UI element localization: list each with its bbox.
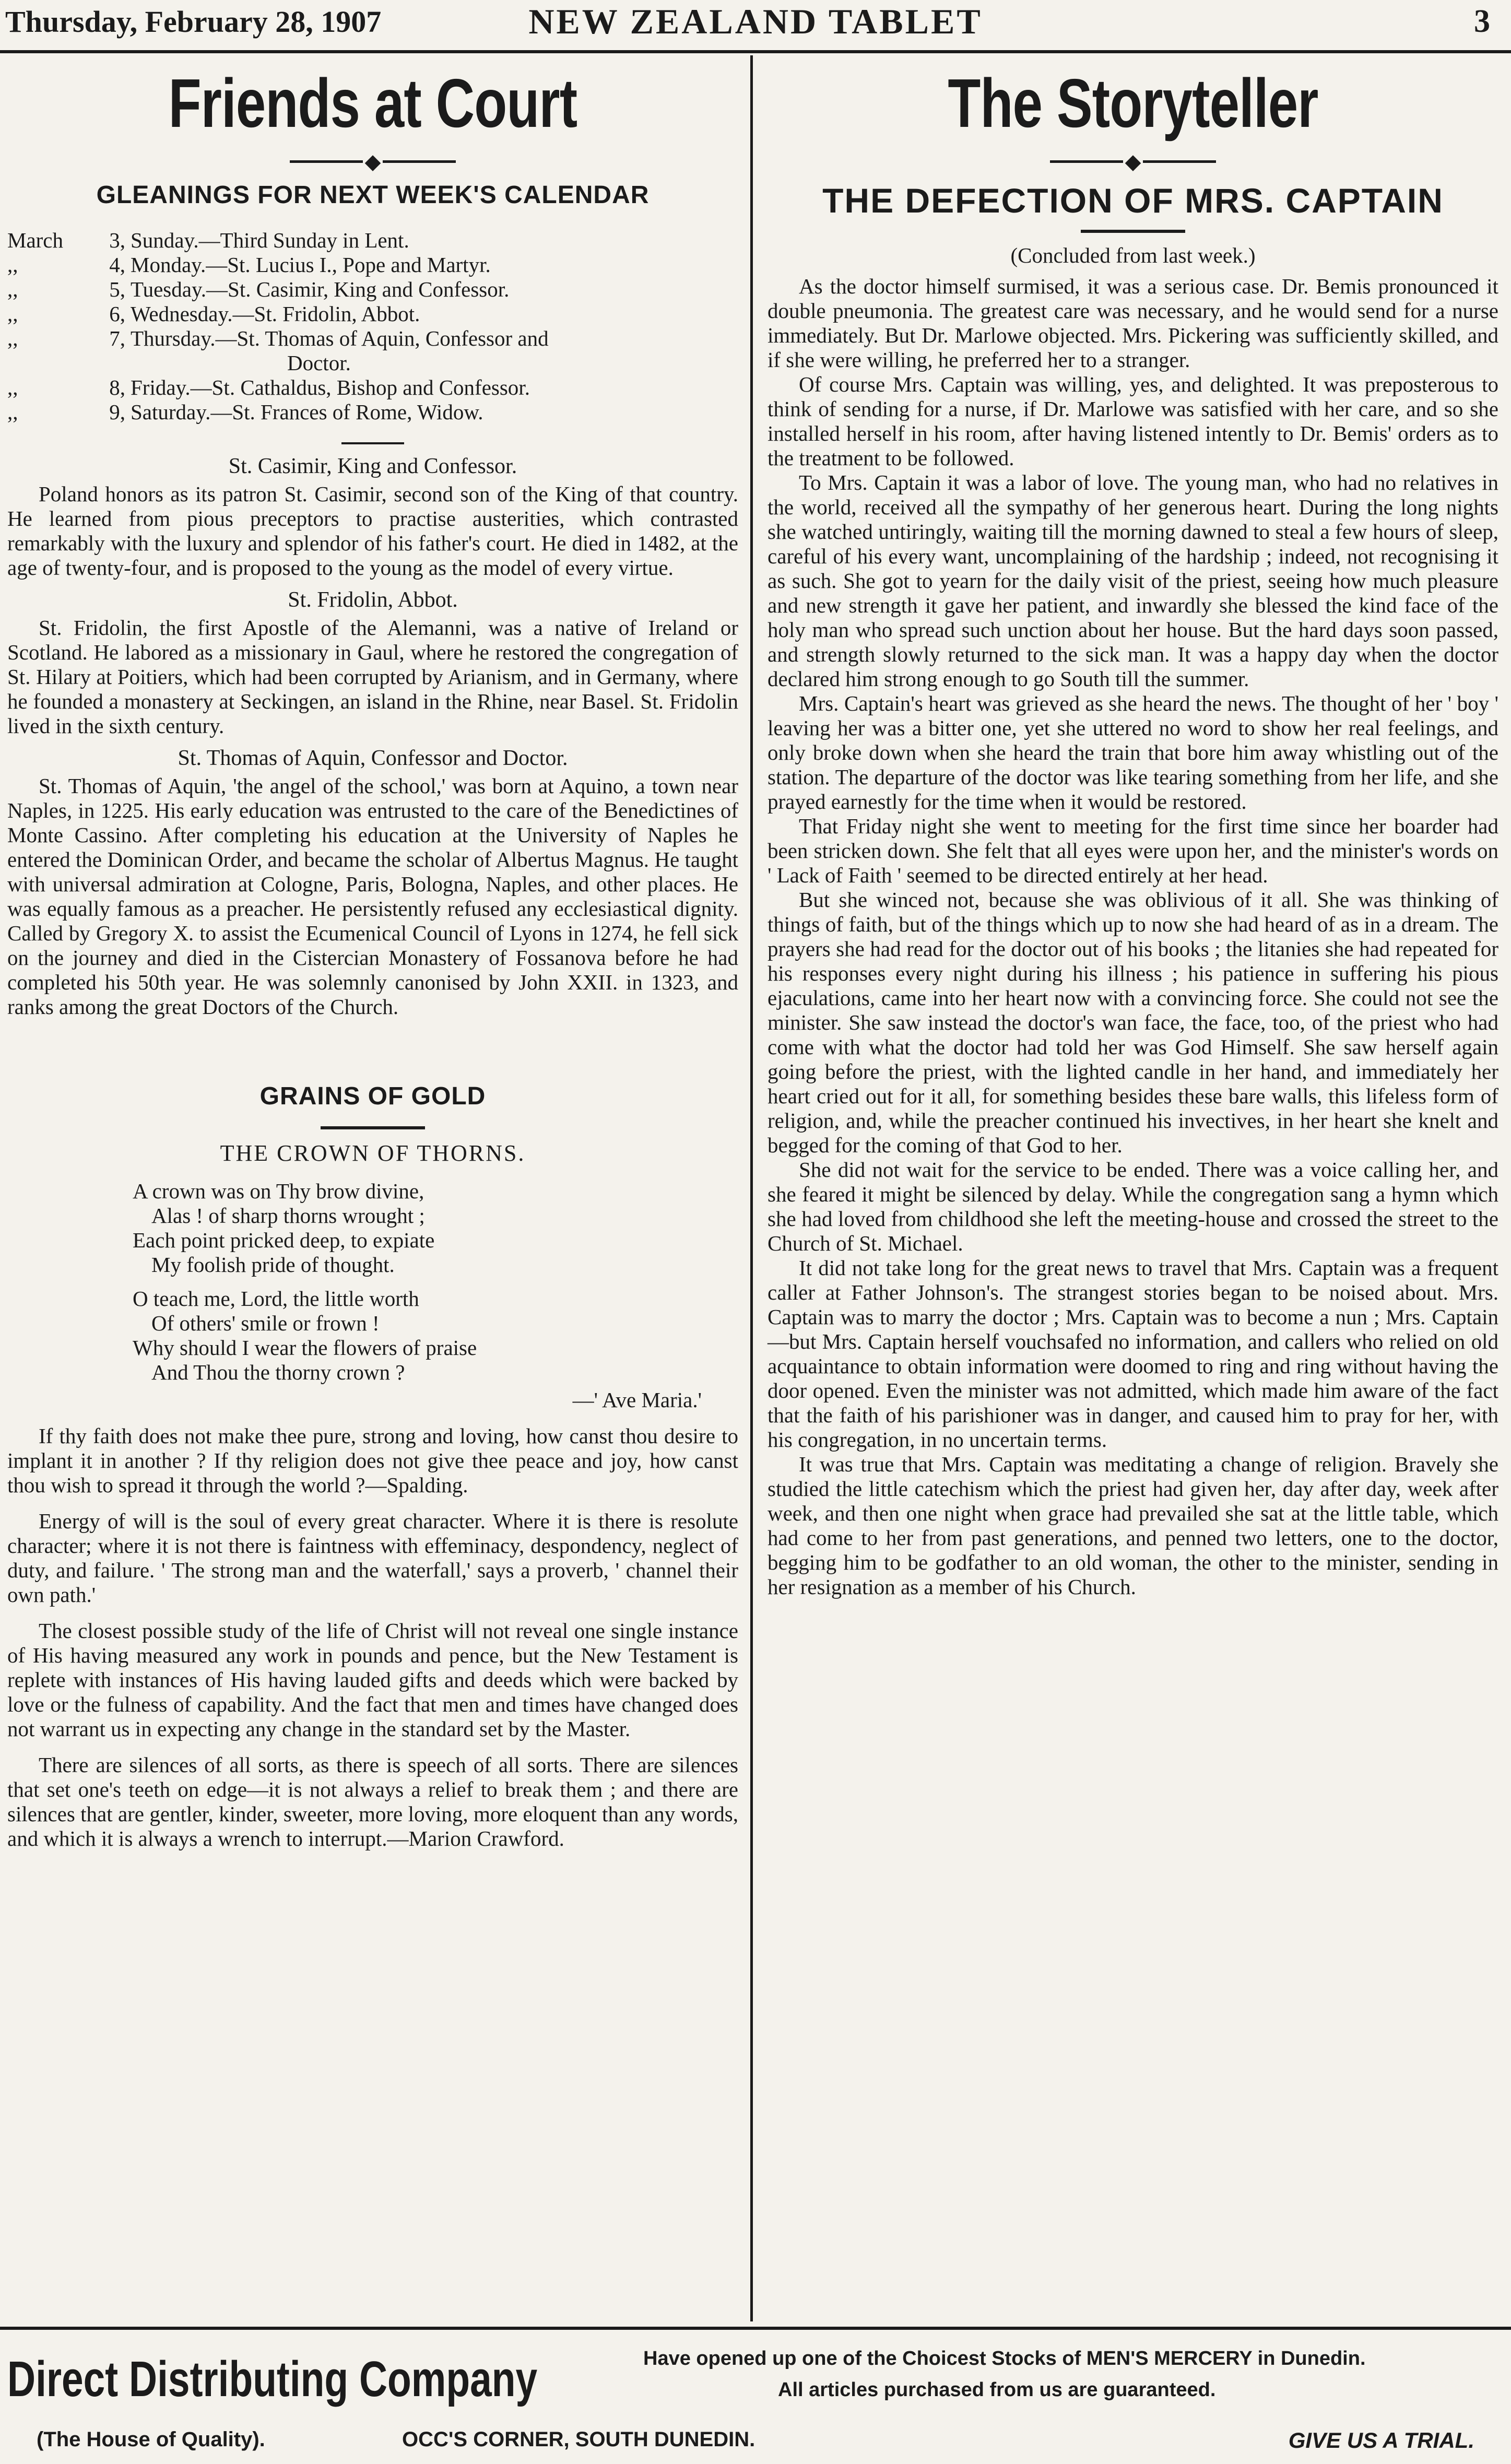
story-paragraph: But she winced not, because she was oblivious of it all. She was thinking of things of faith, but of the things which up to now she had heard of as in a dream. The prayers she had read for the doctor out of his books ; the litanies she had repeated for his responses every night during his illness ; his patience in suffering his pious ejaculations, came into her heart now with a convincing force. She could not see the minister. She saw instead the doctor's wan face, the face, too, of the priest who had come with what the doctor had told her was God Himself. She saw herself again going before the priest, with the lighted candle in her hand, and immediately her heart cried out for it all, for something besides these bare walls, this lifeless form of religion, and, while the preacher continued his invectives, in her heart she knelt and begged for the coming of that God to her. bbox=[768, 887, 1498, 1157]
story-paragraph: It was true that Mrs. Captain was meditating a change of religion. Bravely she studied the little catechism which the priest had given her, day after day, week after week, and then one night when grace had prevailed she sat at the little table, which had come to her from past generations, and penned two letters, one to the doctor, begging him to be godfather to an old woman, the other to the minister, sending in her resignation as a member of his Church. bbox=[768, 1452, 1498, 1599]
story-paragraph: She did not wait for the service to be ended. There was a voice calling her, and she feared it might be silenced by delay. While the congregation sang a hymn which she had loved from childhood she left the meeting-house and crossed the street to the Church of St. Michael. bbox=[768, 1157, 1498, 1255]
casimir-heading: St. Casimir, King and Confessor. bbox=[228, 454, 517, 478]
poem-line: Why should I wear the flowers of praise bbox=[133, 1335, 477, 1360]
story-paragraph: It did not take long for the great news to travel that Mrs. Captain was a frequent caller at Father Johnson's. The strangest stories began to be noised about. Mrs. Captain was to marry the doctor ; Mrs. Captain was to become a nun ; Mrs. Captain—but Mrs. Captain herself vouchsafed no information, and callers who relied on old acquaintance to obtain information were doomed to ring and ring without having the door opened. Even the minister was not admitted, which made him aware of the fact that the faith of his parishioner was in danger, and caused him to pray for her, with his congregation, in no uncertain terms. bbox=[768, 1255, 1498, 1452]
advertisement-line: Have opened up one of the Choicest Stocks of MEN'S MERCERY in Dunedin. bbox=[643, 2348, 1366, 2369]
poem-line: A crown was on Thy brow divine, bbox=[133, 1178, 424, 1203]
left-column bbox=[7, 55, 738, 1851]
poem-line: Each point pricked deep, to expiate bbox=[133, 1228, 435, 1252]
advertiser-tagline: (The House of Quality). bbox=[37, 2428, 265, 2451]
newspaper-title: NEW ZEALAND TABLET bbox=[528, 2, 983, 41]
poem-line: My foolish pride of thought. bbox=[151, 1252, 395, 1277]
calendar-row bbox=[7, 253, 738, 277]
calendar-day: 7, bbox=[109, 326, 125, 350]
advertiser-name: Direct Distributing Company bbox=[7, 2351, 538, 2407]
poem-line: Alas ! of sharp thorns wrought ; bbox=[151, 1203, 425, 1228]
ornament-divider bbox=[768, 149, 1498, 172]
energy-paragraph: Energy of will is the soul of every great character. Where it is there is resolute character; where it is not there is faintness with effeminacy, despondency, neglect of duty, and failure. ' The strong man and the waterfall,' says a proverb, ' channel their own path.' bbox=[7, 1508, 738, 1607]
calendar-month: ,, bbox=[7, 277, 18, 301]
fridolin-text: St. Fridolin, the first Apostle of the Alemanni, was a native of Ireland or Scotland. He labored as a missionary in Gaul, where he restored the congregation of St. Hilary at Poitiers, which had been corrupted by Arianism, and in Germany, where he founded a monastery at Seckingen, an island in the Rhine, near Basel. St. Fridolin lived in the sixth century. bbox=[7, 615, 738, 738]
poem-line: Of others' smile or frown ! bbox=[151, 1311, 380, 1335]
casimir-text: Poland honors as its patron St. Casimir, second son of the King of that country. He learned from pious preceptors to practise austerities, which contrasted remarkably with the luxury and splendor of his father's court. He died in 1482, at the age of twenty-four, and is proposed to the young as the model of every virtue. bbox=[7, 481, 738, 580]
thomas-text: St. Thomas of Aquin, 'the angel of the school,' was born at Aquino, a town near Naples, in 1225. His early education was entrusted to the care of the Benedictines of Monte Cassino. After completing his education at the University of Naples he entered the Dominican Order, and became the scholar of Albertus Magnus. He taught with universal admiration at Cologne, Paris, Bologna, Naples, and other places. He was equally famous as a preacher. He persistently refused any ecclesiastical dignity. Called by Gregory X. to assist the Ecumenical Council of Lyons in 1274, he fell sick on the journey and died in the Cistercian Monastery of Fossanova before he had completed his 50th year. He was solemnly canonised by John XXII. in 1323, and ranks among the great Doctors of the Church. bbox=[7, 773, 738, 1019]
calendar-text: Saturday.—St. Frances of Rome, Widow. bbox=[131, 399, 483, 424]
calendar-subheading: GLEANINGS FOR NEXT WEEK'S CALENDAR bbox=[96, 181, 650, 209]
grains-of-gold-heading: GRAINS OF GOLD bbox=[259, 1082, 486, 1110]
calendar-text: Thursday.—St. Thomas of Aquin, Confessor and bbox=[131, 326, 549, 350]
calendar-day: 6, bbox=[109, 301, 125, 326]
calendar-month: ,, bbox=[7, 375, 18, 399]
story-paragraph: To Mrs. Captain it was a labor of love. The young man, who had no relatives in the world, received all the sympathy of her generous heart. During the long nights she watched untiringly, waiting till the morning dawned to steal a few hours of sleep, careful of his every want, uncomplaining of the hardship ; indeed, not recognising it as such. She got to yearn for the daily visit of the priest, seeing how much pleasure and new strength it gave her patient, and inwardly she blessed the kind face of the holy man who spread such unction about her house. But the hard days soon passed, and strength slowly returned to the sick man. It was a happy day when the doctor declared him strong enough to go South till the summer. bbox=[768, 470, 1498, 691]
short-rule bbox=[321, 1126, 425, 1129]
calendar-month bbox=[7, 351, 96, 375]
calendar-row bbox=[7, 375, 738, 400]
right-column bbox=[768, 55, 1498, 1599]
story-paragraph: Of course Mrs. Captain was willing, yes, and delighted. It was preposterous to think of sending for a nurse, if Dr. Marlowe was satisfied with her care, and so she installed herself in his room, after having listened intently to Dr. Bemis' orders as to the treatment to be followed. bbox=[768, 372, 1498, 470]
fridolin-heading: St. Fridolin, Abbot. bbox=[288, 587, 458, 612]
study-paragraph: The closest possible study of the life of Christ will not reveal one single instance of His having measured any work in pounds and pence, but the New Testament is replete with instances of His having lauded gifts and deeds which were backed by love or the fulness of capability. And the fact that men and times have changed does not warrant us in expecting any change in the standard set by the Master. bbox=[7, 1618, 738, 1741]
advertiser-address: OCC'S CORNER, SOUTH DUNEDIN. bbox=[402, 2428, 756, 2451]
poem-line: And Thou the thorny crown ? bbox=[151, 1360, 405, 1384]
diamond-icon: ◆ bbox=[364, 149, 381, 173]
silences-paragraph: There are silences of all sorts, as there is speech of all sorts. There are silences that set one's teeth on edge—it is not always a relief to break them ; and there are silences that are gentler, kinder, sweeter, more loving, more eloquent than any words, and which it is always a wrench to interrupt.—Marion Crawford. bbox=[7, 1752, 738, 1850]
masthead bbox=[0, 0, 1511, 53]
calendar-day: 4, bbox=[109, 252, 125, 277]
continuation-note: (Concluded from last week.) bbox=[1010, 243, 1256, 267]
story-paragraph: Mrs. Captain's heart was grieved as she heard the news. The thought of her ' boy ' leaving her was a bitter one, yet she uttered no word to show her real feelings, and only broke down when she heard the train that bore him away whistling out of the station. The departure of the doctor was like tearing something from her life, and she prayed earnestly for the time when it would be restored. bbox=[768, 691, 1498, 814]
calendar-day bbox=[96, 351, 125, 375]
calendar-row bbox=[7, 302, 738, 326]
footer-advertisement bbox=[0, 2327, 1511, 2464]
story-title: THE DEFECTION OF MRS. CAPTAIN bbox=[822, 181, 1444, 220]
poem-title: THE CROWN OF THORNS. bbox=[220, 1140, 526, 1166]
page-number: 3 bbox=[1474, 4, 1490, 39]
calendar-month: ,, bbox=[7, 301, 18, 326]
calendar-month: ,, bbox=[7, 399, 18, 424]
calendar-day: 5, bbox=[109, 277, 125, 301]
calendar-row bbox=[7, 277, 738, 302]
calendar-text: Doctor. bbox=[287, 350, 351, 375]
calendar-row bbox=[7, 351, 738, 375]
faith-paragraph: If thy faith does not make thee pure, strong and loving, how canst thou desire to implant it in another ? If thy religion does not give thee peace and joy, how canst thou wish to spread it through the world ?—Spalding. bbox=[7, 1423, 738, 1497]
calendar-list bbox=[7, 228, 738, 425]
poem-attribution: —' Ave Maria.' bbox=[572, 1387, 702, 1412]
ornament-divider bbox=[7, 149, 738, 172]
calendar-text: Wednesday.—St. Fridolin, Abbot. bbox=[131, 301, 420, 326]
calendar-row bbox=[7, 228, 738, 253]
issue-date: Thursday, February 28, 1907 bbox=[5, 5, 382, 39]
column-rule bbox=[750, 55, 753, 2321]
calendar-month: March bbox=[7, 228, 64, 252]
poem bbox=[7, 1179, 738, 1385]
story-paragraph: As the doctor himself surmised, it was a serious case. Dr. Bemis pronounced it double pneumonia. The greatest care was necessary, and he would send for a nurse immediately. But Dr. Marlowe objected. Mrs. Pickering was sufficiently skilled, and if she were willing, he preferred her to a stranger. bbox=[768, 274, 1498, 372]
section-heading-storyteller: The Storyteller bbox=[948, 65, 1318, 142]
short-rule bbox=[1081, 230, 1185, 233]
calendar-month: ,, bbox=[7, 326, 18, 350]
advertisement-slogan: GIVE US A TRIAL. bbox=[1288, 2428, 1474, 2453]
calendar-text: Tuesday.—St. Casimir, King and Confessor. bbox=[131, 277, 510, 301]
calendar-row bbox=[7, 326, 738, 351]
story-paragraph: That Friday night she went to meeting for the first time since her boarder had been stricken down. She felt that all eyes were upon her, and the minister's words on ' Lack of Faith ' seemed to be directed entirely at her head. bbox=[768, 814, 1498, 887]
calendar-day: 9, bbox=[109, 399, 125, 424]
calendar-text: Monday.—St. Lucius I., Pope and Martyr. bbox=[131, 252, 491, 277]
section-heading-friends-at-court: Friends at Court bbox=[168, 65, 577, 142]
calendar-day: 3, bbox=[109, 228, 125, 252]
calendar-month: ,, bbox=[7, 252, 18, 277]
poem-line: O teach me, Lord, the little worth bbox=[133, 1286, 419, 1311]
diamond-icon: ◆ bbox=[1125, 149, 1141, 173]
story-body bbox=[768, 274, 1498, 1599]
calendar-text: Sunday.—Third Sunday in Lent. bbox=[131, 228, 409, 252]
section-divider bbox=[341, 442, 404, 444]
advertisement-guarantee: All articles purchased from us are guaranteed. bbox=[778, 2379, 1216, 2401]
calendar-row bbox=[7, 400, 738, 425]
thomas-heading: St. Thomas of Aquin, Confessor and Doctor. bbox=[178, 746, 568, 770]
calendar-day: 8, bbox=[109, 375, 125, 399]
calendar-text: Friday.—St. Cathaldus, Bishop and Confessor. bbox=[131, 375, 530, 399]
